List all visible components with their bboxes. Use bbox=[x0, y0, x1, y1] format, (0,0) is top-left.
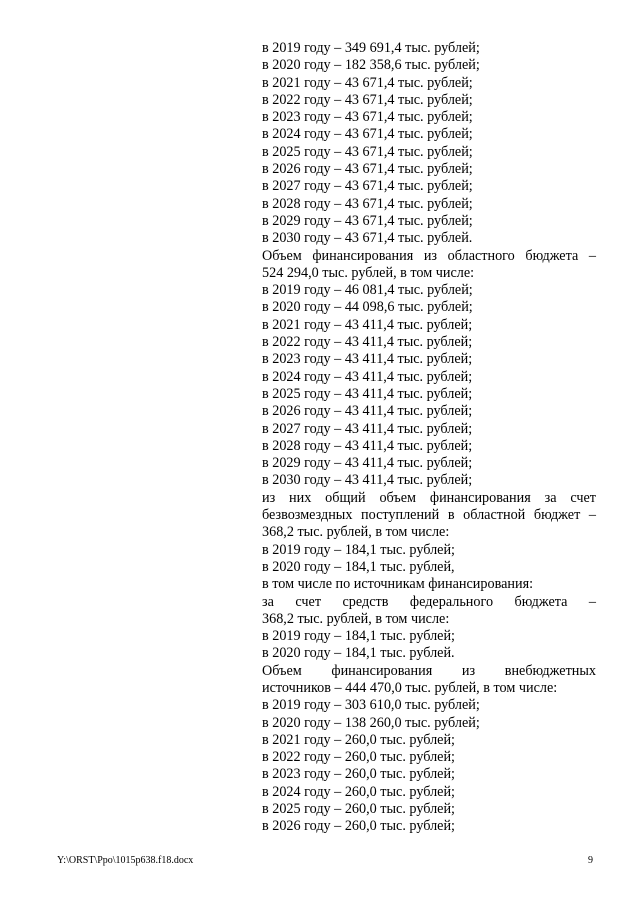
text-line: в 2026 году – 260,0 тыс. рублей; bbox=[262, 818, 455, 835]
text-line: 524 294,0 тыс. рублей, в том числе: bbox=[262, 264, 475, 281]
text-line: в 2020 году – 138 260,0 тыс. рублей; bbox=[262, 714, 480, 731]
text-line: в 2026 году – 43 671,4 тыс. рублей; bbox=[262, 161, 473, 178]
text-line: за счет средств федерального бюджета – bbox=[262, 593, 596, 610]
text-line: в 2028 году – 43 411,4 тыс. рублей; bbox=[262, 437, 473, 454]
text-line: в 2029 году – 43 671,4 тыс. рублей; bbox=[262, 212, 473, 229]
text-line: в 2023 году – 260,0 тыс. рублей; bbox=[262, 766, 455, 783]
text-line: в 2028 году – 43 671,4 тыс. рублей; bbox=[262, 195, 473, 212]
text-line: в 2019 году – 184,1 тыс. рублей; bbox=[262, 541, 455, 558]
text-line: Объем финансирования из областного бюджета – bbox=[262, 247, 596, 264]
text-line: в 2020 году – 184,1 тыс. рублей. bbox=[262, 645, 455, 662]
text-line: в 2021 году – 260,0 тыс. рублей; bbox=[262, 731, 455, 748]
page-number: 9 bbox=[588, 855, 593, 866]
text-line: в 2022 году – 43 671,4 тыс. рублей; bbox=[262, 91, 473, 108]
text-line: в 2022 году – 43 411,4 тыс. рублей; bbox=[262, 334, 473, 351]
text-line: в 2019 году – 46 081,4 тыс. рублей; bbox=[262, 282, 473, 299]
text-line: в 2020 году – 44 098,6 тыс. рублей; bbox=[262, 299, 473, 316]
text-line: в 2027 году – 43 411,4 тыс. рублей; bbox=[262, 420, 473, 437]
text-line: из них общий объем финансирования за счет bbox=[262, 489, 596, 506]
text-line: в 2019 году – 303 610,0 тыс. рублей; bbox=[262, 697, 480, 714]
text-line: в 2025 году – 43 411,4 тыс. рублей; bbox=[262, 385, 473, 402]
text-line: в 2024 году – 260,0 тыс. рублей; bbox=[262, 783, 455, 800]
text-line: в 2020 году – 182 358,6 тыс. рублей; bbox=[262, 57, 480, 74]
text-line: в 2020 году – 184,1 тыс. рублей, bbox=[262, 558, 455, 575]
footer-file-path: Y:\ORST\Ppo\1015p638.f18.docx bbox=[57, 855, 194, 866]
text-line: в 2019 году – 349 691,4 тыс. рублей; bbox=[262, 40, 480, 56]
text-line: в 2024 году – 43 671,4 тыс. рублей; bbox=[262, 126, 473, 143]
text-line: в 2027 году – 43 671,4 тыс. рублей; bbox=[262, 178, 473, 195]
text-line: в 2029 году – 43 411,4 тыс. рублей; bbox=[262, 455, 473, 472]
text-line: в 2025 году – 43 671,4 тыс. рублей; bbox=[262, 143, 473, 160]
text-line: источников – 444 470,0 тыс. рублей, в том числе: bbox=[262, 679, 558, 696]
text-line: в 2019 году – 184,1 тыс. рублей; bbox=[262, 628, 455, 645]
financing-text-block bbox=[262, 40, 596, 836]
text-line: в 2023 году – 43 411,4 тыс. рублей; bbox=[262, 351, 473, 368]
text-line: в том числе по источникам финансирования: bbox=[262, 576, 534, 593]
text-line: в 2030 году – 43 671,4 тыс. рублей. bbox=[262, 230, 473, 247]
text-line: в 2026 году – 43 411,4 тыс. рублей; bbox=[262, 403, 473, 420]
text-line: в 2021 году – 43 671,4 тыс. рублей; bbox=[262, 74, 473, 91]
text-line: в 2024 году – 43 411,4 тыс. рублей; bbox=[262, 368, 473, 385]
text-line: в 2030 году – 43 411,4 тыс. рублей; bbox=[262, 472, 473, 489]
text-line: безвозмездных поступлений в областной бюджет – bbox=[262, 507, 596, 524]
text-line: Объем финансирования из внебюджетных bbox=[262, 662, 596, 679]
text-line: в 2025 году – 260,0 тыс. рублей; bbox=[262, 801, 455, 818]
text-line: в 2022 году – 260,0 тыс. рублей; bbox=[262, 749, 455, 766]
text-line: 368,2 тыс. рублей, в том числе: bbox=[262, 524, 450, 541]
text-line: 368,2 тыс. рублей, в том числе: bbox=[262, 610, 450, 627]
text-line: в 2023 году – 43 671,4 тыс. рублей; bbox=[262, 109, 473, 126]
text-line: в 2021 году – 43 411,4 тыс. рублей; bbox=[262, 316, 473, 333]
